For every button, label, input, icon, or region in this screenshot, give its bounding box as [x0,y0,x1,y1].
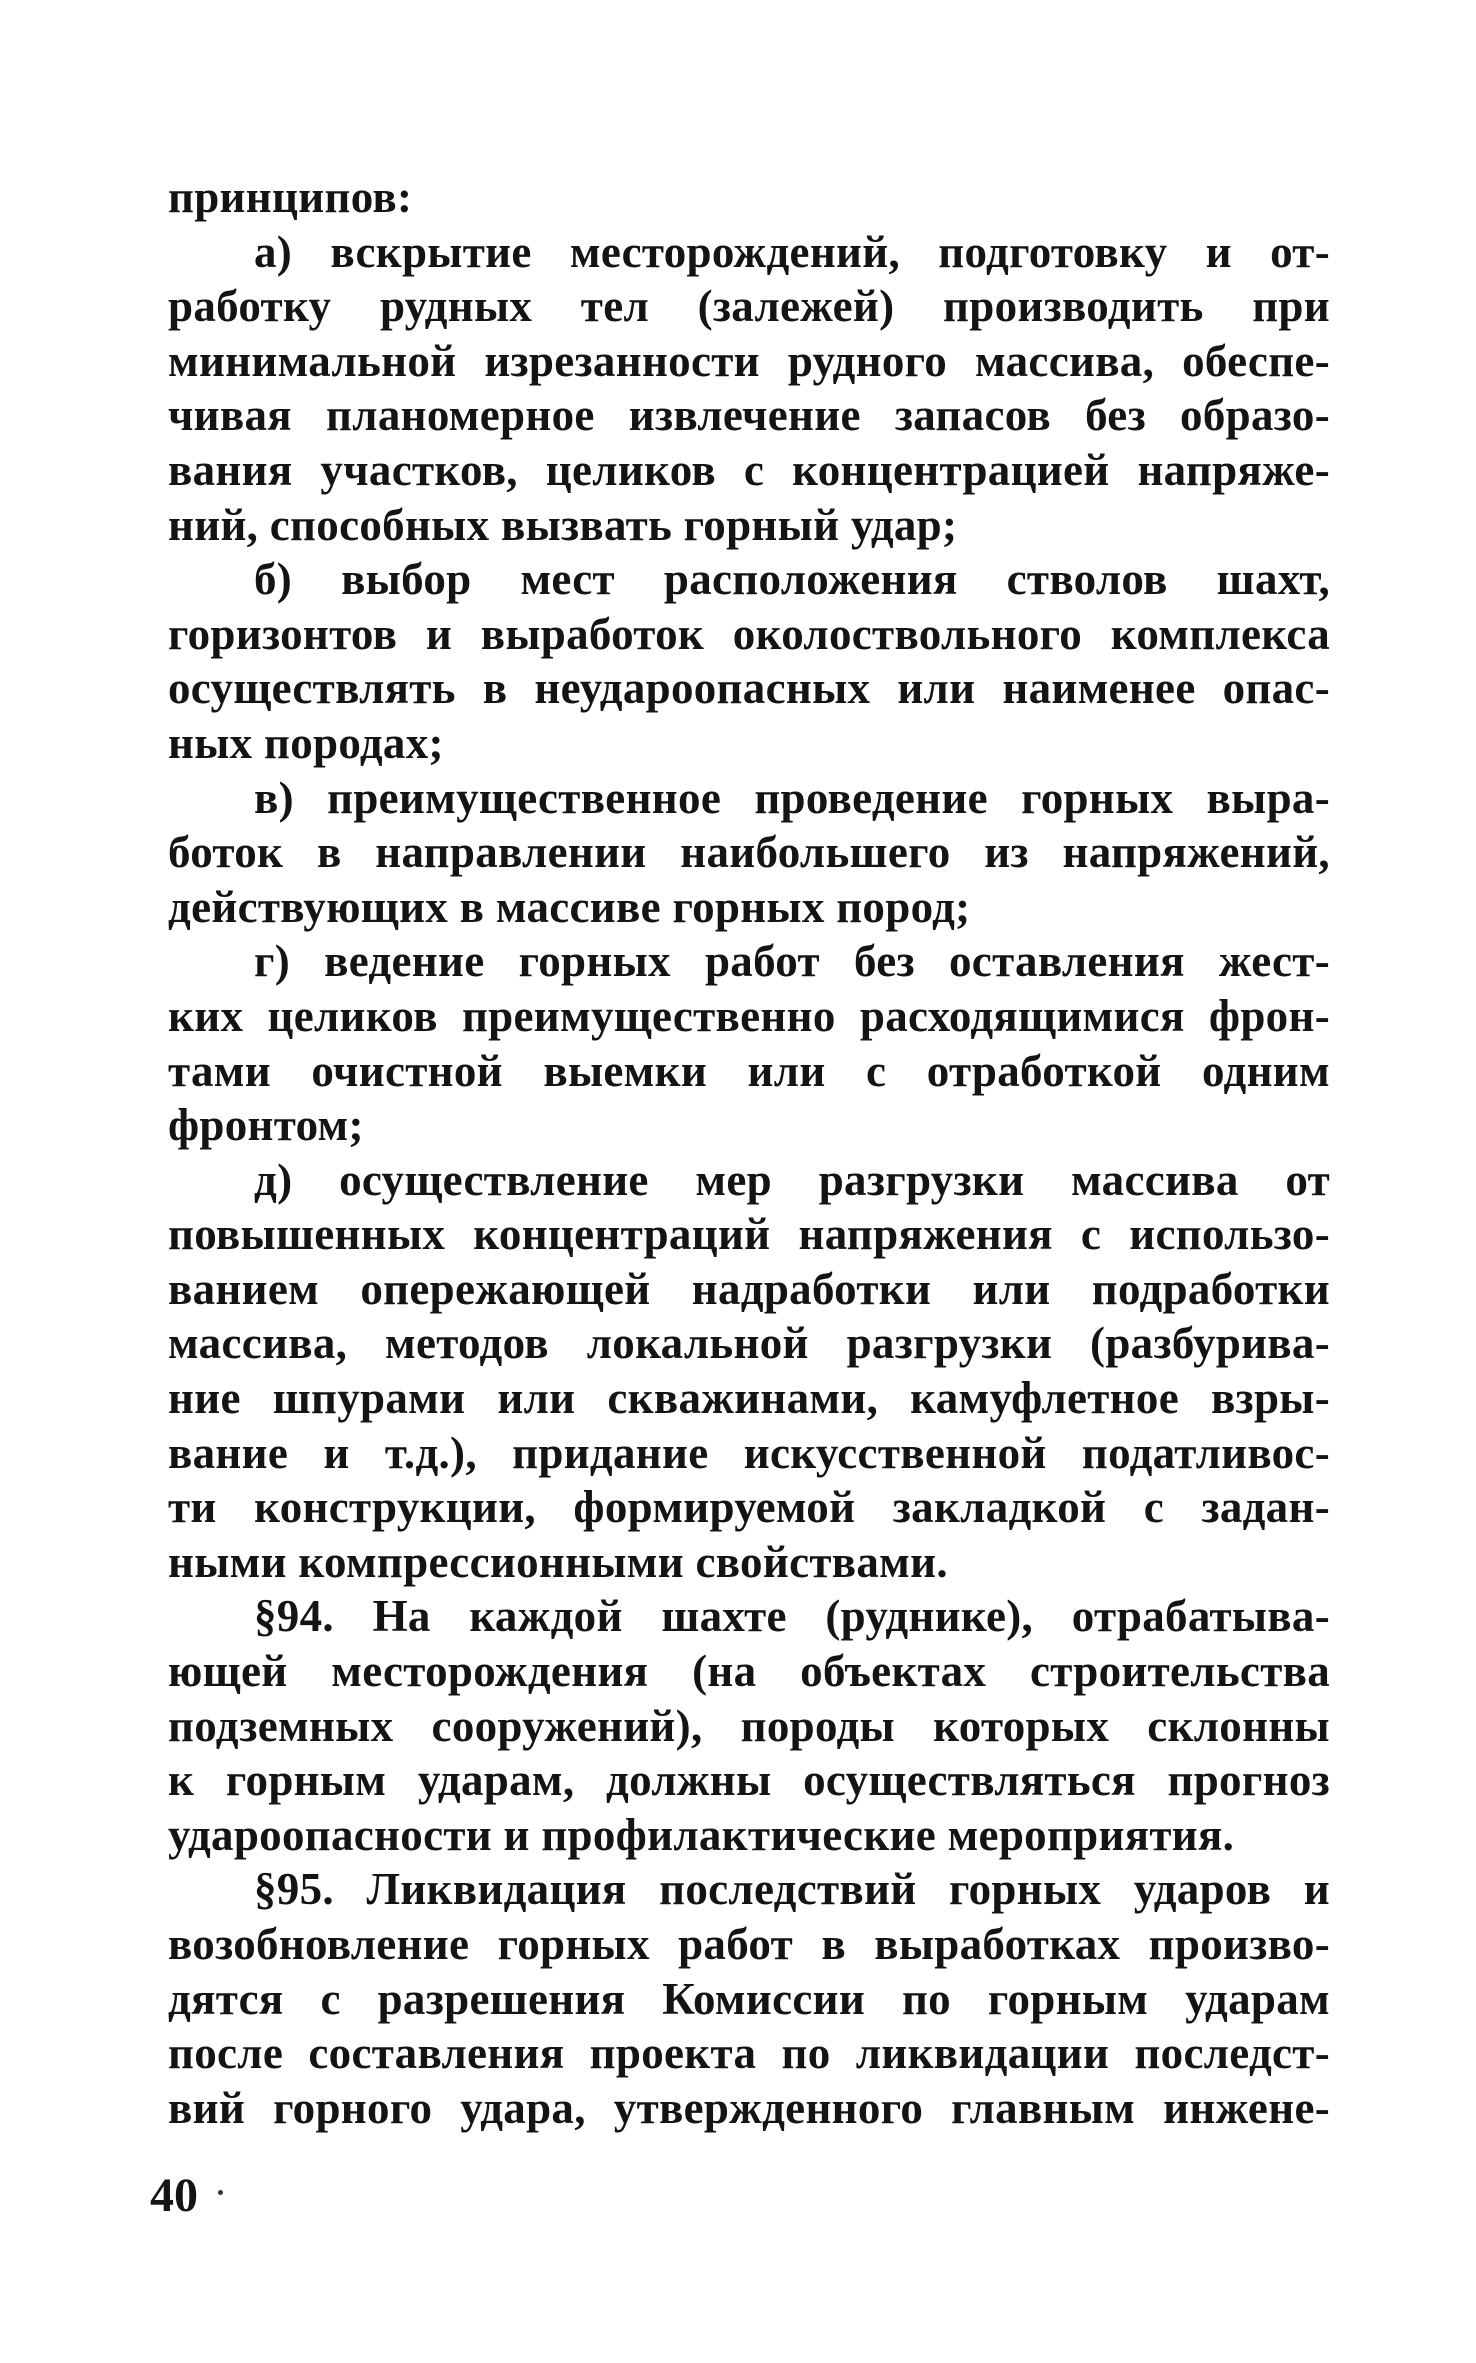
text-line: г) ведение горных работ без оставления жест- [254,936,1330,987]
text-line: ющей месторождения (на объектах строительства [168,1646,1330,1697]
text-line: осуществлять в неудароопасных или наименее опас- [168,663,1330,714]
text-line: тами очистной выемки или с отработкой одним [168,1045,1330,1096]
text-line: в) преимущественное проведение горных выра- [254,772,1330,823]
text-line: подземных сооружений), породы которых склонны [168,1700,1330,1751]
text-line: ванием опережающей надработки или подработки [168,1263,1330,1314]
text-line: ний, способных вызвать горный удар; [168,499,958,550]
text-line: боток в направлении наибольшего из напряжений, [168,827,1330,878]
text-line: фронтом; [168,1100,364,1151]
text-line: ных породах; [168,717,444,768]
text-line: возобновление горных работ в выработках произво- [168,1919,1330,1969]
text-line: удароопасности и профилактические мероприятия. [168,1809,1235,1860]
body-text [168,170,1330,2135]
text-line: вание и т.д.), придание искусственной податливос- [168,1427,1330,1478]
text-line: работку рудных тел (залежей) производить при [168,281,1330,332]
text-line: действующих в массиве горных пород; [168,881,971,932]
text-line: массива, методов локальной разгрузки (разбурива- [168,1318,1330,1369]
text-line: б) выбор мест расположения стволов шахт, [254,554,1330,605]
text-line: а) вскрытие месторождений, подготовку и от- [254,226,1330,277]
text-line: чивая планомерное извлечение запасов без образо- [168,390,1330,441]
text-line: ти конструкции, формируемой закладкой с задан- [168,1482,1330,1533]
page-number: 40 [150,2169,198,2222]
text-line: §94. На каждой шахте (руднике), отрабатыва- [254,1591,1330,1642]
text-line: д) осуществление мер разгрузки массива от [254,1154,1330,1205]
text-line: к горным ударам, должны осуществляться прогноз [168,1755,1330,1806]
text-line: дятся с разрешения Комиссии по горным ударам [168,1973,1330,2024]
text-line: ние шпурами или скважинами, камуфлетное взры- [168,1373,1330,1424]
text-line: горизонтов и выработок околоствольного комплекса [168,608,1330,659]
text-line: ными компрессионными свойствами. [168,1536,948,1587]
text-line: §95. Ликвидация последствий горных ударов и [254,1864,1330,1915]
text-line: минимальной изрезанности рудного массива, обеспе- [168,335,1330,386]
text-line: ких целиков преимущественно расходящимися фрон- [168,990,1330,1041]
text-line: вания участков, целиков с концентрацией напряже- [168,444,1330,495]
text-line: повышенных концентраций напряжения с использо- [168,1209,1330,1260]
text-line: принципов: [168,172,413,222]
text-line: вий горного удара, утвержденного главным инжене- [168,2082,1330,2133]
page-number-dot [218,2190,223,2195]
text-line: после составления проекта по ликвидации последст- [168,2028,1330,2079]
